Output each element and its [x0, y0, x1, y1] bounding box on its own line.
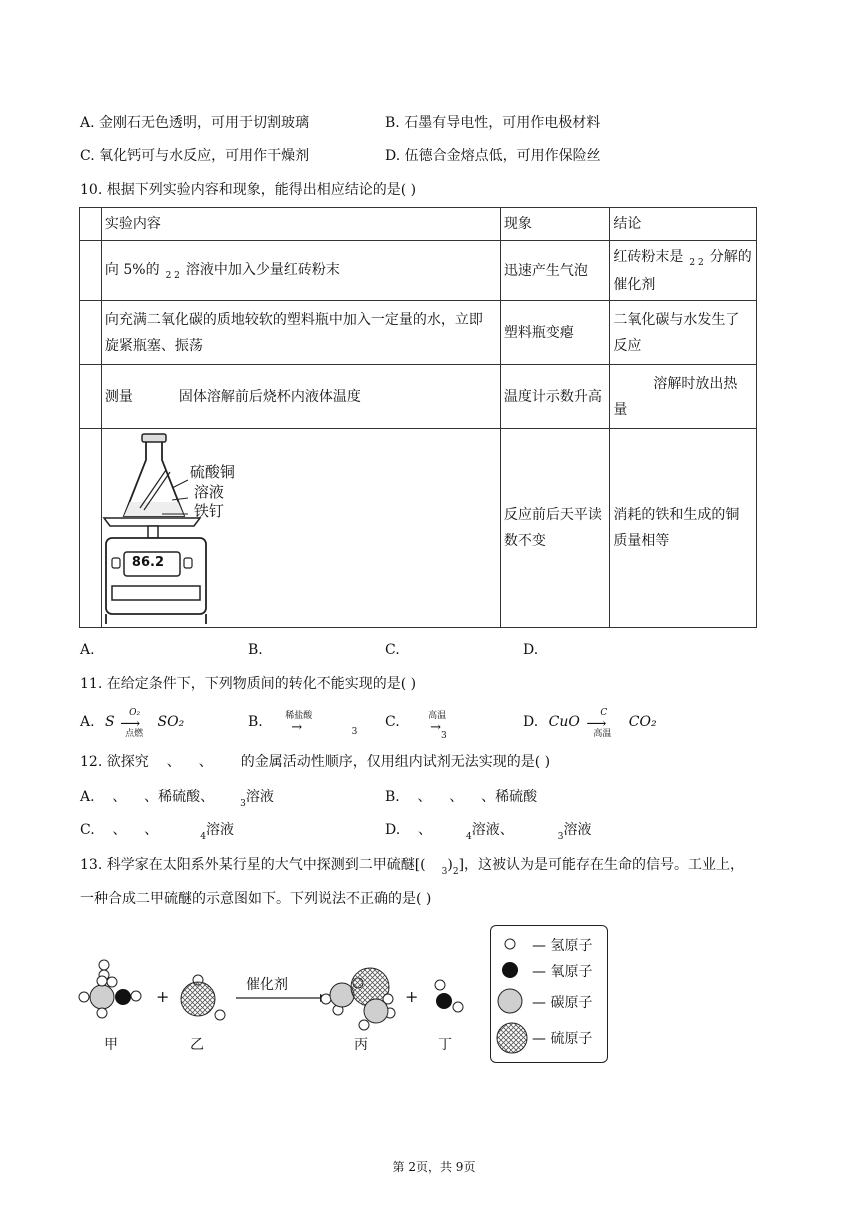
q12-stem-text: 12. 欲探究 [80, 754, 149, 770]
q11-c-condition: 高温 [428, 711, 447, 721]
q11-a-condition2: 点燃 [125, 729, 144, 739]
row1-content-subscript: 2 2 [165, 270, 180, 281]
page-footer: 第 2页，共 9页 [392, 1160, 476, 1174]
q12-stem-text2: 的金属活动性顺序，仅用组内试剂无法实现的是( ) [240, 754, 551, 770]
label-ding: 丁 [438, 1037, 452, 1053]
q11-d-to: CO₂ [628, 714, 657, 730]
header-conclusion: 结论 [610, 208, 757, 241]
plus-sign-2: + [405, 987, 419, 1006]
legend-oxygen: — 氧原子 [532, 964, 593, 980]
q11-b-subscript: 3 [351, 727, 358, 737]
table-row [80, 429, 757, 628]
q11-d-condition2: 高温 [593, 729, 612, 739]
header-phenomenon: 现象 [500, 208, 610, 241]
row3-phenomenon: 温度计示数升高 [500, 365, 610, 429]
balance-pan-icon [104, 518, 200, 526]
legend-sulfur: — 硫原子 [532, 1031, 593, 1047]
q12-a-text: A. 、 、稀硫酸、 [80, 789, 215, 805]
label-bing: 丙 [354, 1037, 368, 1053]
row3-content-text: 测量 [104, 388, 133, 405]
q12-d-text: D. 、 [385, 822, 432, 838]
q13-stem-text: 13. 科学家在太阳系外某行星的大气中探测到二甲硫醚[( [80, 857, 426, 873]
row4-figure-cell [101, 429, 500, 628]
q12-option-d: D. 、 $_4$溶液、 $_3$溶液 [385, 822, 592, 842]
table-cell [80, 241, 102, 301]
label-copper-sulfate: 硫酸铜 [189, 463, 235, 481]
molecule-ding-icon [435, 980, 463, 1012]
q12-c-tail: 溶液 [206, 822, 234, 838]
hydrogen-atom-icon [505, 939, 515, 949]
sulfur-atom-icon [497, 1023, 527, 1053]
q13-stem-text2: ) [447, 857, 453, 873]
q12-a-tail: 溶液 [245, 789, 274, 805]
row3-conclusion-text: 溶解时放出热 [653, 375, 738, 392]
q11-a-label: A. [80, 714, 95, 730]
row4-conclusion: 消耗的铁和生成的铜质量相等 [610, 429, 757, 628]
table-row [80, 241, 757, 301]
q11-option-c [385, 711, 464, 741]
reaction-arrow-icon: O₂ ⟶ 点燃 [119, 712, 153, 732]
label-yi: 乙 [190, 1037, 204, 1053]
balance-flask-figure [102, 430, 302, 626]
label-jia: 甲 [104, 1037, 118, 1053]
row3-conclusion [610, 365, 757, 429]
row4-phenomenon: 反应前后天平读数不变 [500, 429, 610, 628]
carbon-atom-icon [498, 989, 522, 1013]
q11-d-from: CuO [548, 714, 580, 730]
q12-option-c: C. 、 、 $_4$溶液 [80, 822, 234, 842]
label-solution: 溶液 [193, 483, 224, 501]
catalyst-label: 催化剂 [246, 977, 288, 993]
q13-stem-line1: 13. 科学家在太阳系外某行星的大气中探测到二甲硫醚[( $_3)_2$]，这被认为是可能存在生命的信号。工业上， [80, 857, 745, 877]
q13-stem-text3: ]，这被认为是可能存在生命的信号。工业上， [458, 857, 745, 873]
molecule-yi-icon [181, 975, 225, 1020]
row1-content-text: 向 5%的 [104, 261, 160, 278]
table-row [80, 301, 757, 365]
table-cell [80, 208, 102, 241]
q11-d-condition: C [600, 708, 608, 718]
q11-stem: 11. 在给定条件下，下列物质间的转化不能实现的是( ) [80, 676, 417, 692]
q11-option-d [523, 708, 657, 739]
row1-conclusion-text: 红砖粉末是 [613, 248, 684, 265]
row1-conclusion-subscript: 2 2 [689, 257, 704, 268]
molecule-jia-icon [79, 960, 141, 1018]
q12-option-b: B. 、 、 、稀硫酸 [385, 789, 538, 805]
table-cell [80, 301, 102, 365]
legend-hydrogen: — 氢原子 [532, 938, 593, 954]
row1-content [101, 241, 500, 301]
q9-option-a: A. 金刚石无色透明，可用于切割玻璃 [80, 115, 310, 131]
row3-content-text2: 固体溶解前后烧杯内液体温度 [178, 388, 361, 405]
q13-stem-line2: 一种合成二甲硫醚的示意图如下。下列说法不正确的是( ) [80, 891, 432, 907]
oxygen-atom-icon [502, 962, 518, 978]
q10-option-d: D. [523, 642, 539, 658]
row2-conclusion: 二氧化碳与水发生了反应 [610, 301, 757, 365]
q11-a-to: SO₂ [157, 714, 185, 730]
row1-phenomenon: 迅速产生气泡 [500, 241, 610, 301]
reaction-arrow-icon: C ⟶ 高温 [584, 712, 624, 732]
row2-content: 向充满二氧化碳的质地较软的塑料瓶中加入一定量的水，立即旋紧瓶塞、振荡 [101, 301, 500, 365]
q9-option-c: C. 氧化钙可与水反应，可用作干燥剂 [80, 148, 310, 164]
row3-conclusion-text2: 量 [613, 401, 628, 418]
q12-option-a: A. 、 、稀硫酸、 $_3$溶液 [80, 789, 274, 809]
row1-content-text2: 溶液中加入少量红砖粉末 [185, 261, 340, 278]
balance-reading: 86.2 [131, 555, 164, 570]
table-cell [80, 429, 102, 628]
q11-a-from: S [105, 714, 115, 730]
legend-icons [496, 930, 532, 1060]
q11-a-condition: O₂ [129, 708, 141, 718]
q9-option-d: D. 伍德合金熔点低，可用作保险丝 [385, 148, 601, 164]
reaction-arrow-icon: 稀盐酸 → [285, 712, 325, 732]
q11-d-label: D. [523, 714, 539, 730]
q10-option-a: A. [80, 642, 95, 658]
legend-carbon: — 碳原子 [532, 995, 593, 1011]
table-header-row [80, 208, 757, 241]
q12-c-text: C. 、 、 [80, 822, 159, 838]
q10-stem: 10. 根据下列实验内容和现象，能得出相应结论的是( ) [80, 182, 417, 198]
q9-option-b: B. 石墨有导电性，可用作电极材料 [385, 115, 601, 131]
table-row [80, 365, 757, 429]
reaction-diagram [70, 925, 490, 1065]
row1-conclusion [610, 241, 757, 301]
q10-option-c: C. [385, 642, 400, 658]
q11-c-subscript: 3 [441, 731, 447, 741]
q10-option-b: B. [248, 642, 263, 658]
row3-content [101, 365, 500, 429]
q12-d-tail: 溶液 [563, 822, 592, 838]
label-iron-nail: 铁钉 [193, 502, 224, 520]
q11-c-label: C. [385, 714, 400, 730]
q11-option-b [248, 711, 358, 737]
q11-b-condition: 稀盐酸 [285, 711, 313, 721]
q12-stem: 12. 欲探究 、 、 的金属活动性顺序，仅用组内试剂无法实现的是( ) [80, 754, 551, 770]
stopper-icon [142, 434, 166, 442]
molecule-bing-icon [321, 968, 395, 1030]
reaction-arrow-icon: 高温 → [424, 712, 464, 732]
plus-sign: + [156, 987, 170, 1006]
q10-table [79, 207, 757, 628]
row2-phenomenon: 塑料瓶变瘪 [500, 301, 610, 365]
row1-conclusion-text2: 分解的催化剂 [613, 248, 752, 293]
q11-option-a [80, 708, 185, 739]
table-cell [80, 365, 102, 429]
header-content: 实验内容 [101, 208, 500, 241]
q11-b-label: B. [248, 714, 263, 730]
q12-d-mid: 溶液、 [471, 822, 514, 838]
